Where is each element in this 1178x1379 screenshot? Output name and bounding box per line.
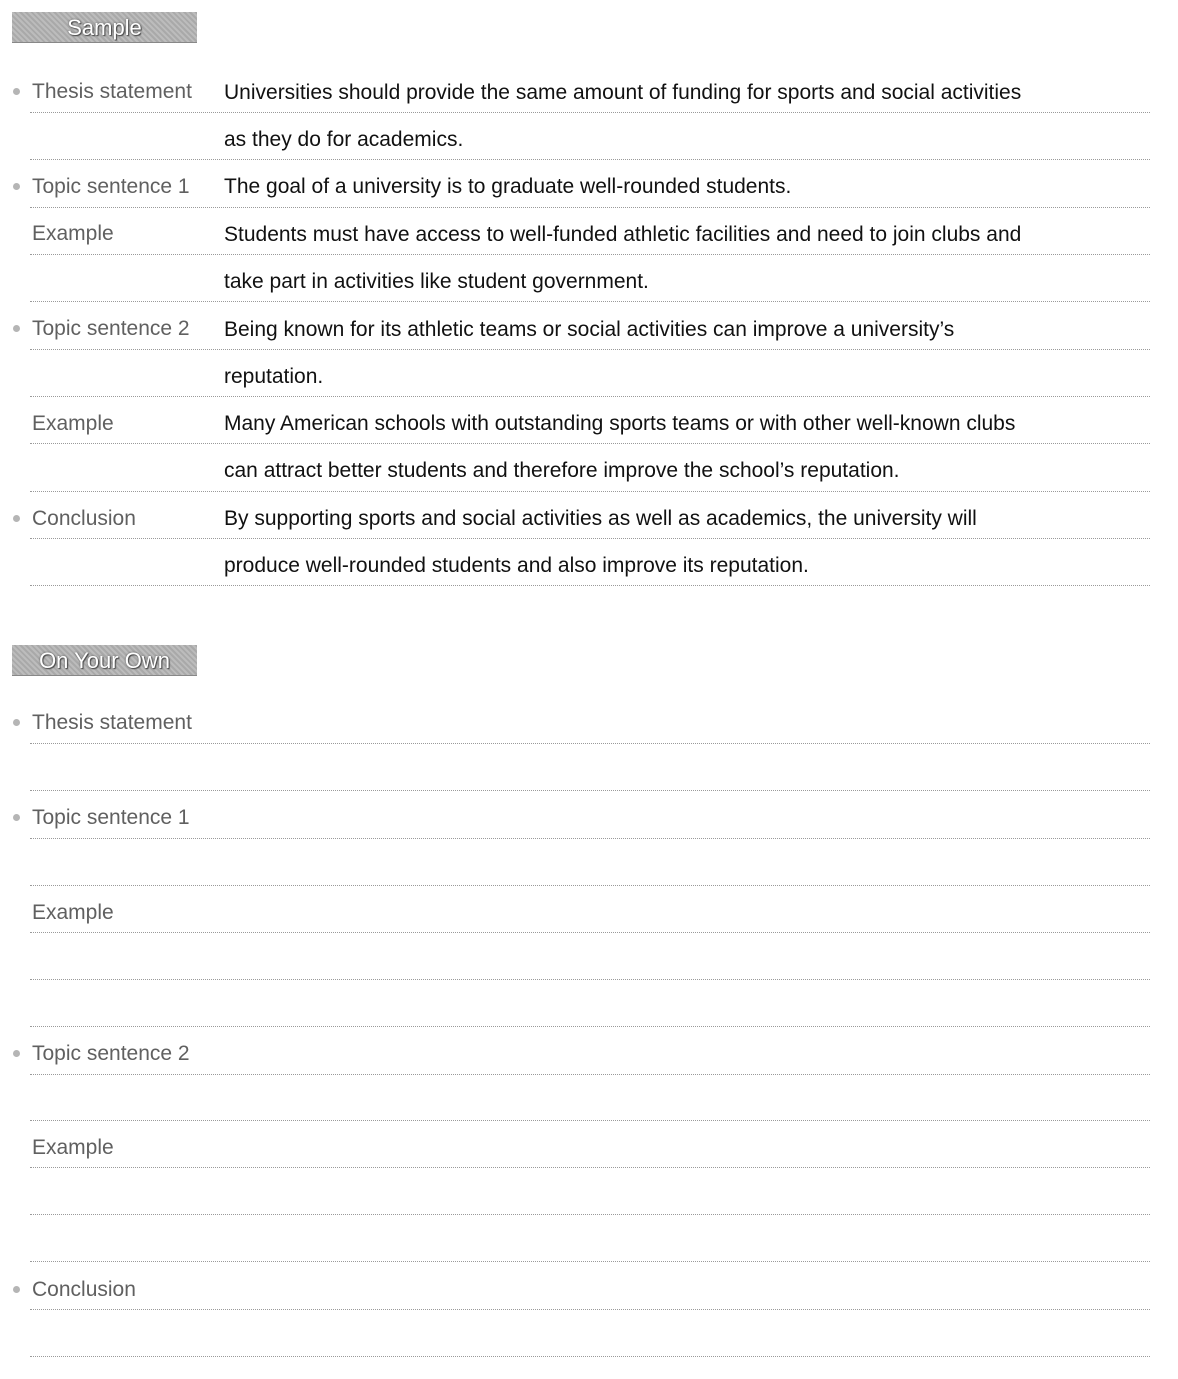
writing-line[interactable] [30, 885, 1150, 886]
rule-line [30, 585, 1150, 586]
rule-line [30, 443, 1150, 444]
sample-conclusion-label: Conclusion [32, 507, 136, 530]
bullet-icon [13, 515, 20, 522]
writing-line[interactable] [30, 743, 1150, 744]
sample-example2-label: Example [32, 412, 114, 435]
writing-line[interactable] [30, 1167, 1150, 1168]
rule-line [30, 349, 1150, 350]
writing-line[interactable] [30, 1074, 1150, 1075]
rule-line [30, 254, 1150, 255]
sample-topic2-line-2: reputation. [224, 365, 324, 388]
rule-line [30, 112, 1150, 113]
sample-example2-line-1: Many American schools with outstanding sports teams or with other well-known clubs [224, 412, 1016, 435]
rule-line [30, 491, 1150, 492]
bullet-icon [13, 325, 20, 332]
sample-section-tag: Sample [12, 12, 197, 43]
writing-line[interactable] [30, 838, 1150, 839]
own-thesis-label: Thesis statement [32, 711, 192, 734]
own-section-tag: On Your Own [12, 645, 197, 676]
own-example2-label: Example [32, 1136, 114, 1159]
bullet-icon [13, 814, 20, 821]
bullet-icon [13, 1286, 20, 1293]
bullet-icon [13, 183, 20, 190]
sample-thesis-line-1: Universities should provide the same amount of funding for sports and social activities [224, 81, 1022, 104]
own-example1-label: Example [32, 901, 114, 924]
sample-example2-line-2: can attract better students and therefore improve the school’s reputation. [224, 459, 900, 482]
rule-line [30, 396, 1150, 397]
rule-line [30, 301, 1150, 302]
writing-line[interactable] [30, 1214, 1150, 1215]
sample-example1-line-1: Students must have access to well-funded athletic facilities and need to join clubs and [224, 223, 1022, 246]
writing-line[interactable] [30, 1026, 1150, 1027]
sample-example1-line-2: take part in activities like student government. [224, 270, 649, 293]
writing-line[interactable] [30, 1261, 1150, 1262]
sample-thesis-label: Thesis statement [32, 80, 192, 103]
own-conclusion-label: Conclusion [32, 1278, 136, 1301]
sample-topic2-label: Topic sentence 2 [32, 317, 190, 340]
sample-thesis-line-2: as they do for academics. [224, 128, 464, 151]
bullet-icon [13, 88, 20, 95]
sample-topic2-line-1: Being known for its athletic teams or social activities can improve a university’s [224, 318, 955, 341]
rule-line [30, 207, 1150, 208]
sample-example1-label: Example [32, 222, 114, 245]
sample-conclusion-line-2: produce well-rounded students and also improve its reputation. [224, 554, 809, 577]
writing-line[interactable] [30, 1120, 1150, 1121]
rule-line [30, 538, 1150, 539]
writing-line[interactable] [30, 979, 1150, 980]
own-topic1-label: Topic sentence 1 [32, 806, 190, 829]
sample-conclusion-line-1: By supporting sports and social activities as well as academics, the university will [224, 507, 977, 530]
writing-line[interactable] [30, 1309, 1150, 1310]
sample-topic1-line-1: The goal of a university is to graduate well-rounded students. [224, 175, 792, 198]
own-topic2-label: Topic sentence 2 [32, 1042, 190, 1065]
writing-line[interactable] [30, 932, 1150, 933]
bullet-icon [13, 1050, 20, 1057]
rule-line [30, 159, 1150, 160]
writing-line[interactable] [30, 1356, 1150, 1357]
sample-topic1-label: Topic sentence 1 [32, 175, 190, 198]
writing-line[interactable] [30, 790, 1150, 791]
bullet-icon [13, 719, 20, 726]
